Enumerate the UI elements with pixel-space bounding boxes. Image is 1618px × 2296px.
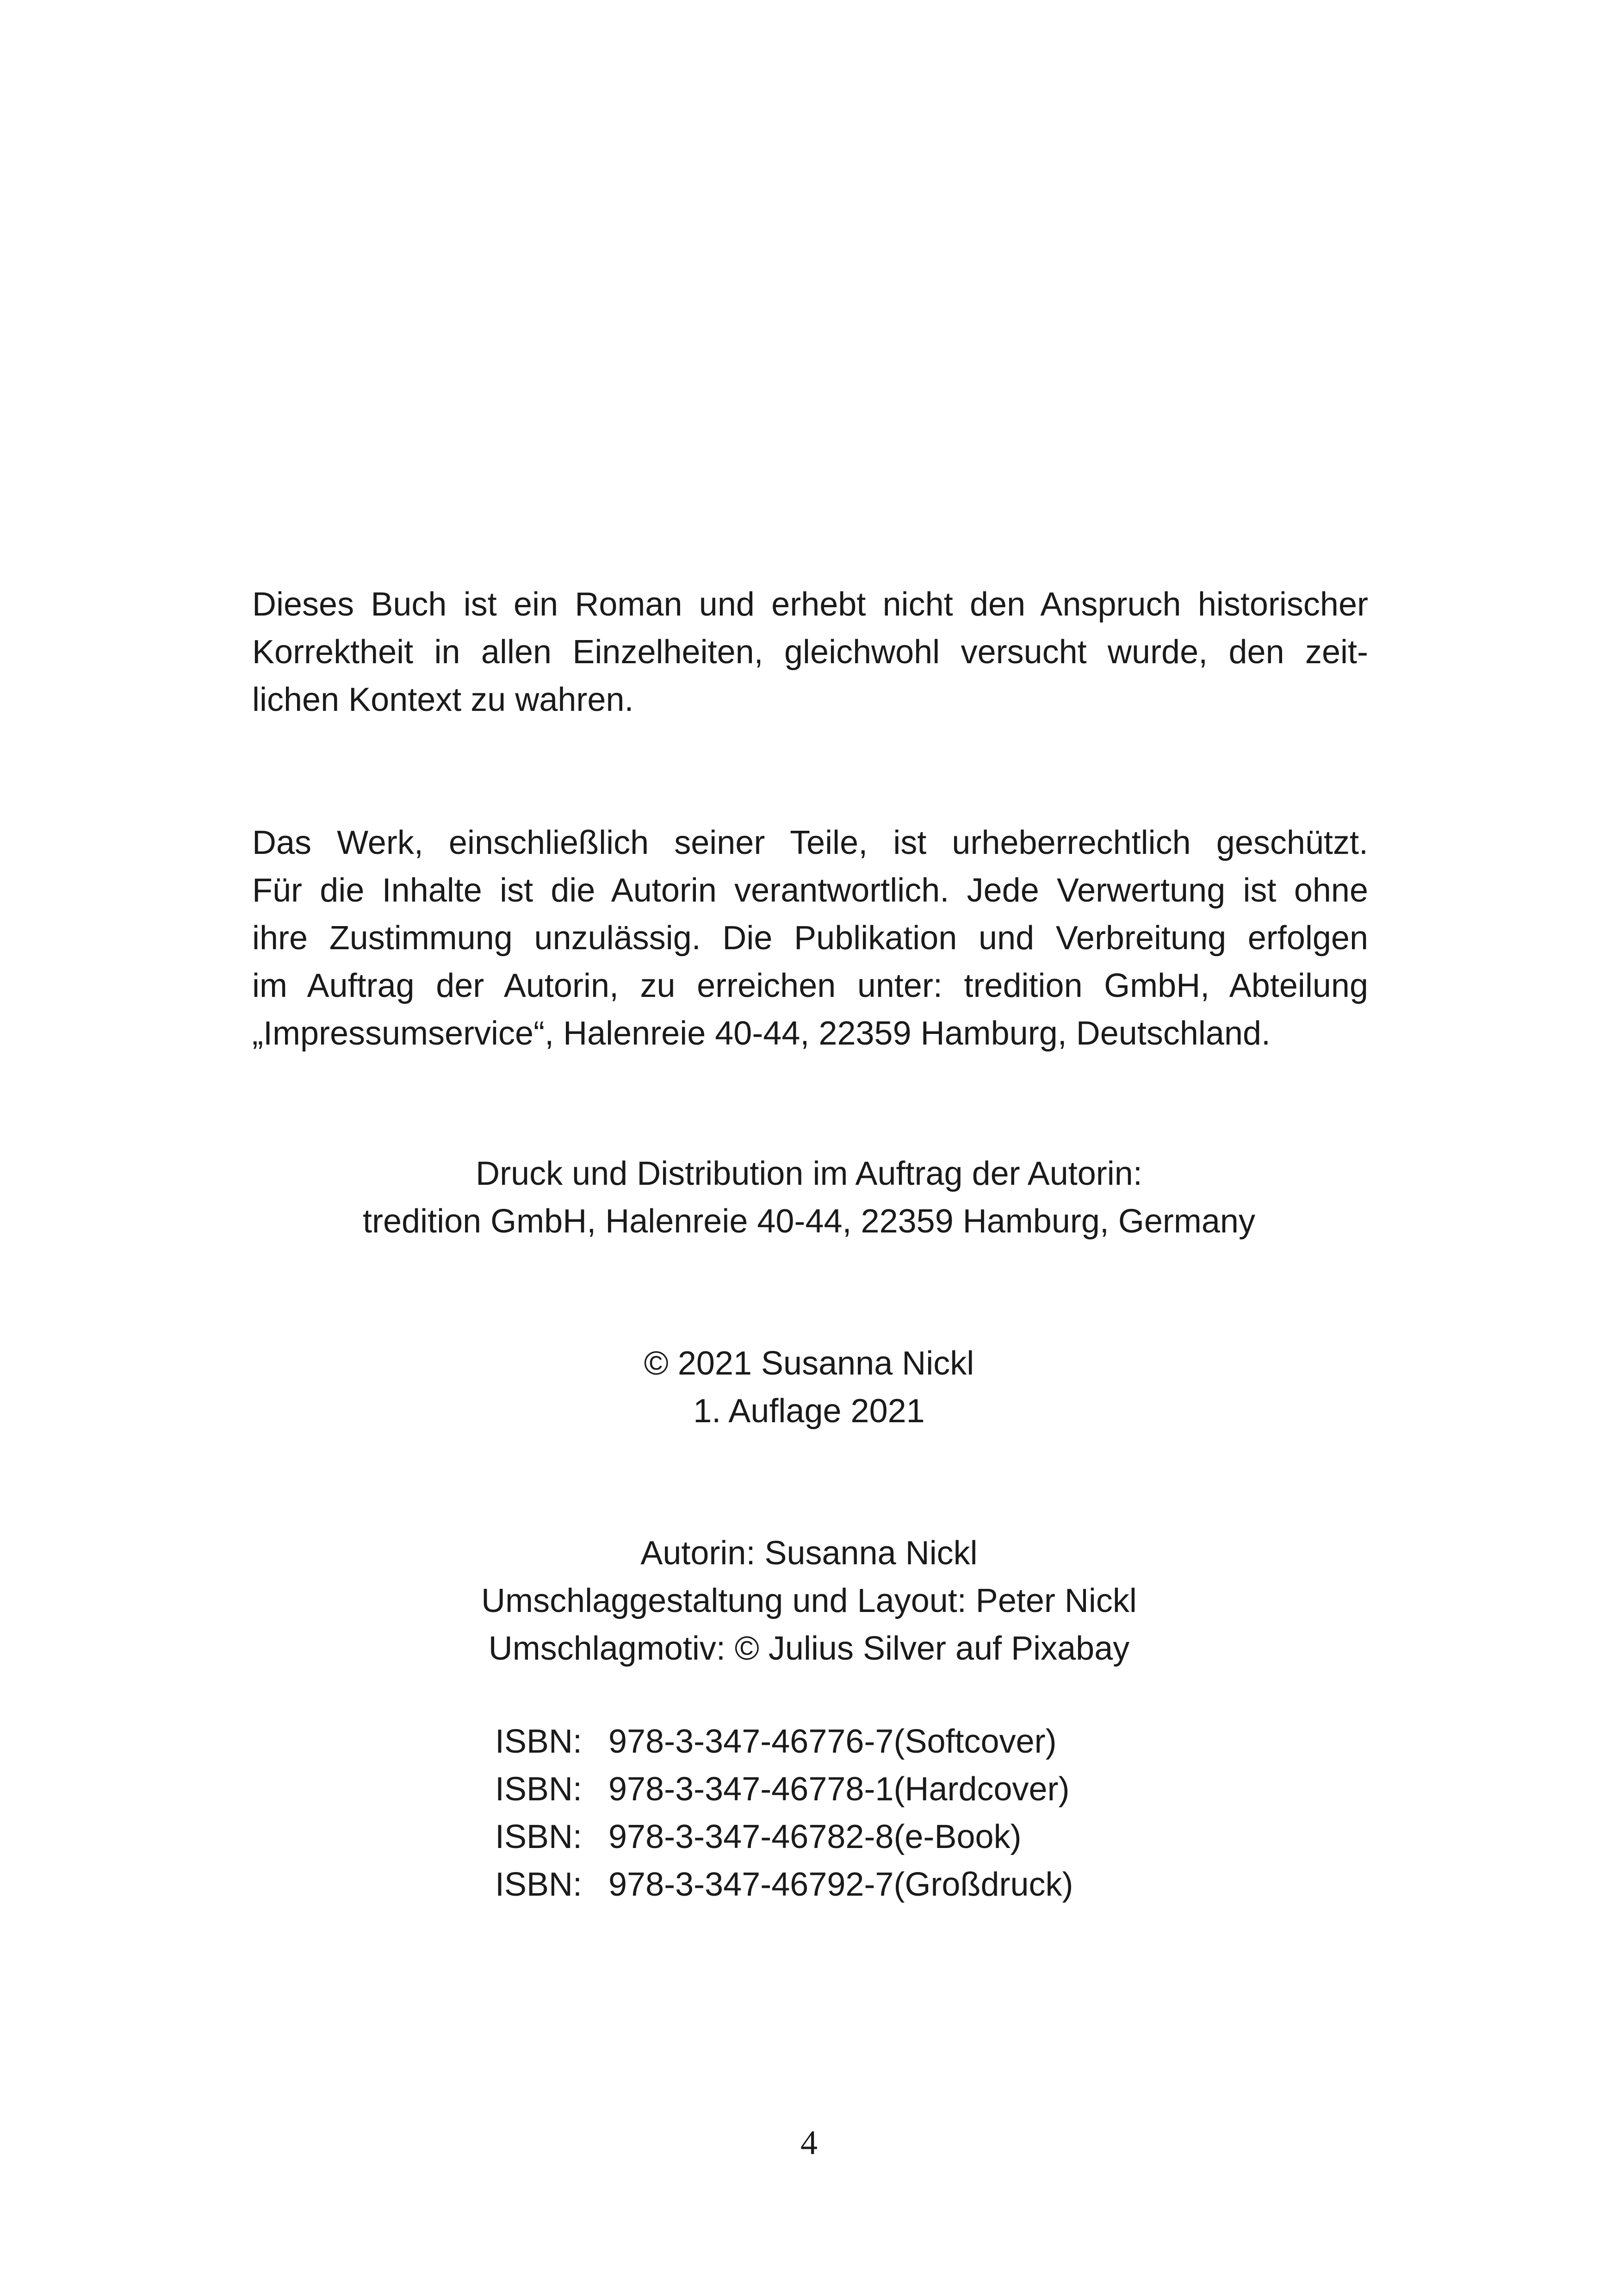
cover-motif-credit: Umschlagmotiv: © Julius Silver auf Pixabay	[488, 1630, 1130, 1667]
isbn-format: (Softcover)	[893, 1723, 1057, 1760]
isbn-number: 978-3-347-46782-8	[608, 1818, 894, 1855]
isbn-label: ISBN:	[495, 1771, 583, 1808]
isbn-format: (Großdruck)	[893, 1866, 1073, 1903]
disclaimer-line: lichen Kontext zu wahren.	[252, 681, 634, 718]
isbn-label: ISBN:	[495, 1818, 583, 1855]
copyright-notice-line: im Auftrag der Autorin, zu erreichen unter: tredition GmbH, Abteilung	[252, 967, 1368, 1004]
page-number: 4	[800, 2124, 818, 2162]
isbn-number: 978-3-347-46778-1	[608, 1771, 894, 1808]
author-credit: Autorin: Susanna Nickl	[640, 1535, 978, 1572]
isbn-row	[495, 1718, 1073, 1766]
isbn-label: ISBN:	[495, 1866, 583, 1903]
credits-block	[0, 1530, 1618, 1673]
design-credit: Umschlaggestaltung und Layout: Peter Nickl	[481, 1582, 1137, 1619]
publisher-address: tredition GmbH, Halenreie 40-44, 22359 Hamburg, Germany	[363, 1203, 1255, 1240]
disclaimer-paragraph	[252, 581, 1368, 724]
copyright-notice-line: Das Werk, einschließlich seiner Teile, ist urheberrechtlich geschützt.	[252, 824, 1368, 861]
isbn-label: ISBN:	[495, 1723, 583, 1760]
isbn-table	[495, 1718, 1073, 1909]
copyright-block	[0, 1340, 1618, 1435]
isbn-row	[495, 1861, 1073, 1909]
isbn-row	[495, 1813, 1073, 1861]
isbn-format: (Hardcover)	[893, 1771, 1070, 1808]
disclaimer-line: Korrektheit in allen Einzelheiten, gleichwohl versucht wurde, den zeit-	[252, 634, 1368, 671]
copyright-notice-line: „Impressumservice“, Halenreie 40-44, 22359 Hamburg, Deutschland.	[252, 1015, 1271, 1052]
printing-line: Druck und Distribution im Auftrag der Autorin:	[476, 1155, 1142, 1192]
copyright-line: © 2021 Susanna Nickl	[644, 1345, 974, 1382]
isbn-row	[495, 1766, 1073, 1813]
copyright-notice-paragraph	[252, 819, 1368, 1058]
copyright-notice-line: Für die Inhalte ist die Autorin verantwortlich. Jede Verwertung ist ohne	[252, 872, 1368, 909]
copyright-notice-line: ihre Zustimmung unzulässig. Die Publikation und Verbreitung erfolgen	[252, 920, 1368, 957]
printing-distribution-block	[0, 1150, 1618, 1245]
isbn-number: 978-3-347-46776-7	[608, 1723, 894, 1760]
disclaimer-line: Dieses Buch ist ein Roman und erhebt nicht den Anspruch historischer	[252, 586, 1368, 623]
isbn-number: 978-3-347-46792-7	[608, 1866, 894, 1903]
edition-line: 1. Auflage 2021	[693, 1393, 925, 1430]
isbn-format: (e-Book)	[893, 1818, 1022, 1855]
